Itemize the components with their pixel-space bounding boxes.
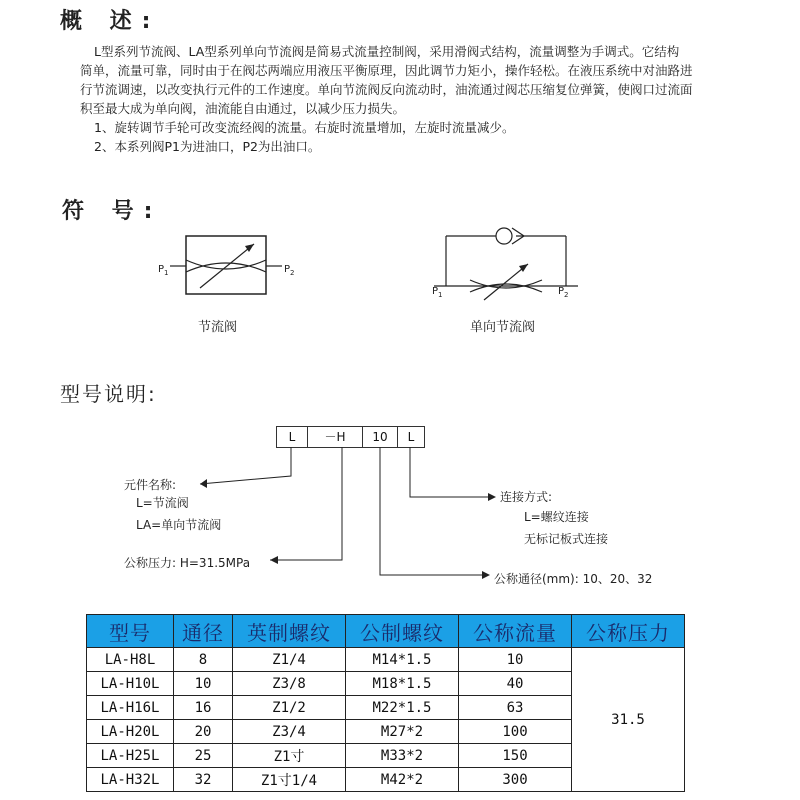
pressure-label: 公称压力: H=31.5MPa xyxy=(124,556,251,570)
cell-imperial: Z1/4 xyxy=(233,648,346,672)
table-header-row xyxy=(87,615,685,648)
cell-model: LA-H25L xyxy=(87,744,174,768)
cell-metric: M18*1.5 xyxy=(346,672,459,696)
connection-plate: 无标记板式连接 xyxy=(524,532,609,546)
cell-metric: M14*1.5 xyxy=(346,648,459,672)
code-box-element: L xyxy=(277,427,308,447)
cell-metric: M22*1.5 xyxy=(346,696,459,720)
cell-flow: 10 xyxy=(459,648,572,672)
cell-imperial: Z1/2 xyxy=(233,696,346,720)
header-flow: 公称流量 xyxy=(459,615,572,648)
cell-bore: 20 xyxy=(174,720,233,744)
bore-label: 公称通径(mm): 10、20、32 xyxy=(494,572,653,586)
cell-model: LA-H32L xyxy=(87,768,174,792)
element-name-l: L=节流阀 xyxy=(136,496,189,510)
header-metric-thread: 公制螺纹 xyxy=(346,615,459,648)
cell-metric: M27*2 xyxy=(346,720,459,744)
header-imperial-thread: 英制螺纹 xyxy=(233,615,346,648)
throttle-caption: 节流阀 xyxy=(198,320,238,335)
code-box-pressure: －H xyxy=(308,427,363,447)
header-bore: 通径 xyxy=(174,615,233,648)
cell-flow: 100 xyxy=(459,720,572,744)
cell-model: LA-H20L xyxy=(87,720,174,744)
spec-table xyxy=(86,614,685,792)
cell-model: LA-H16L xyxy=(87,696,174,720)
cell-flow: 150 xyxy=(459,744,572,768)
cell-bore: 25 xyxy=(174,744,233,768)
cell-model: LA-H8L xyxy=(87,648,174,672)
symbols-title: 符 号: xyxy=(62,199,163,224)
throttle-p1-label: $P_1$ xyxy=(158,264,169,277)
cell-flow: 300 xyxy=(459,768,572,792)
overview-line: 1、旋转调节手轮可改变流经阀的流量。右旋时流量增加，左旋时流量减少。 xyxy=(94,120,515,135)
overview-line: 2、本系列阀P1为进油口，P2为出油口。 xyxy=(94,139,321,154)
overview-line: 积至最大成为单向阀，油流能自由通过，以减少压力损失。 xyxy=(80,101,406,116)
code-box-connection: L xyxy=(407,430,415,444)
model-title: 型号说明: xyxy=(60,382,157,406)
throttle-p2-label: $P_2$ xyxy=(284,264,295,277)
table-row xyxy=(87,648,685,672)
cell-imperial: Z3/8 xyxy=(233,672,346,696)
cell-flow: 63 xyxy=(459,696,572,720)
check-throttle-p1-label: $P_1$ xyxy=(432,286,443,299)
connection-thread: L=螺纹连接 xyxy=(524,510,589,524)
cell-imperial: Z1寸1/4 xyxy=(233,768,346,792)
element-name-la: LA=单向节流阀 xyxy=(136,518,222,532)
header-model: 型号 xyxy=(87,615,174,648)
overview-line: 行节流调速，以改变执行元件的工作速度。单向节流阀反向流动时，油流通过阀芯压缩复位弹簧，使阀口过流面 xyxy=(80,82,693,97)
cell-pressure: 31.5 xyxy=(572,648,685,792)
element-name-heading: 元件名称: xyxy=(124,478,177,492)
cell-bore: 8 xyxy=(174,648,233,672)
cell-bore: 10 xyxy=(174,672,233,696)
cell-model: LA-H10L xyxy=(87,672,174,696)
cell-imperial: Z1寸 xyxy=(233,744,346,768)
code-box-bore: 10 xyxy=(363,427,398,447)
header-pressure: 公称压力 xyxy=(572,615,685,648)
cell-flow: 40 xyxy=(459,672,572,696)
cell-bore: 16 xyxy=(174,696,233,720)
check-throttle-caption: 单向节流阀 xyxy=(470,320,536,335)
overview-title: 概 述: xyxy=(60,9,161,34)
overview-line: 简单，流量可靠，同时由于在阀芯两端应用液压平衡原理，因此调节力矩小，操作轻松。在液压系统中对油路进 xyxy=(80,63,693,78)
cell-bore: 32 xyxy=(174,768,233,792)
cell-metric: M33*2 xyxy=(346,744,459,768)
connection-heading: 连接方式: xyxy=(500,490,553,504)
cell-imperial: Z3/4 xyxy=(233,720,346,744)
overview-line: L型系列节流阀、LA型系列单向节流阀是简易式流量控制阀，采用滑阀式结构，流量调整为手调式。它结构 xyxy=(94,44,680,59)
cell-metric: M42*2 xyxy=(346,768,459,792)
check-throttle-p2-label: $P_2$ xyxy=(558,286,569,299)
